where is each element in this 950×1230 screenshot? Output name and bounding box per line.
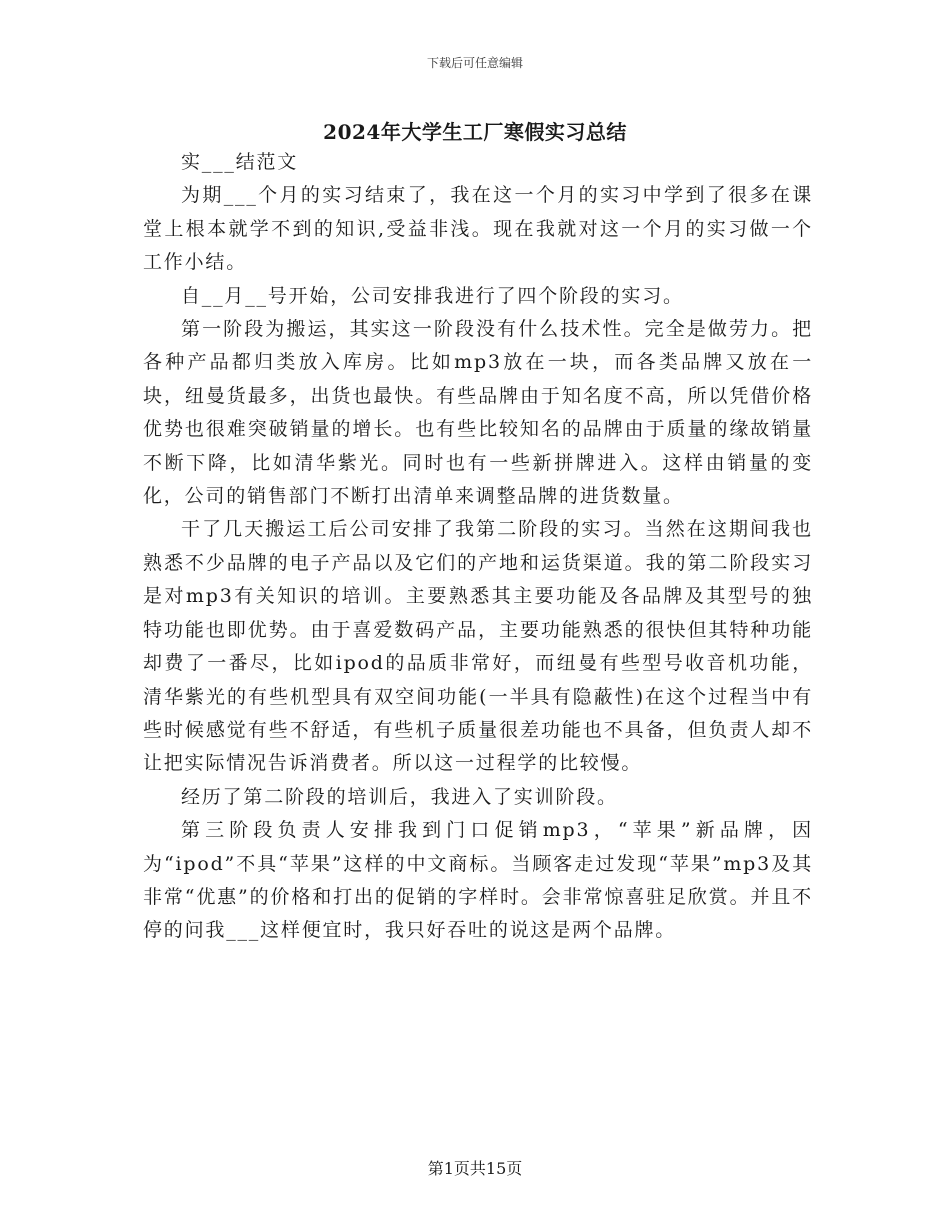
header-note: 下载后可任意编辑: [426, 56, 523, 70]
page-footer: 第1页共15页: [427, 1159, 523, 1178]
document-title: 2024年大学生工厂寒假实习总结: [323, 120, 627, 144]
paragraph: 为期___个月的实习结束了，我在这一个月的实习中学到了很多在课堂上根本就学不到的知识,受益非浅。现在我就对这一个月的实习做一个工作小结。: [143, 184, 813, 274]
paragraph: 第一阶段为搬运，其实这一阶段没有什么技术性。完全是做劳力。把各种产品都归类放入库房。比如mp3放在一块，而各类品牌又放在一块，纽曼货最多，出货也最快。有些品牌由于知名度不高，所以凭借价格优势也很难突破销量的增长。也有些比较知名的品牌由于质量的缘故销量不断下降，比如清华紫光。同时也有一些新拼牌进入。这样由销量的变化，公司的销售部门不断打出清单来调整品牌的进货数量。: [143, 318, 813, 508]
paragraph: 干了几天搬运工后公司安排了我第二阶段的实习。当然在这期间我也熟悉不少品牌的电子产品以及它们的产地和运货渠道。我的第二阶段实习是对mp3有关知识的培训。主要熟悉其主要功能及各品牌及其型号的独特功能也即优势。由于喜爱数码产品，主要功能熟悉的很快但其特种功能却费了一番尽，比如ipod的品质非常好，而纽曼有些型号收音机功能，清华紫光的有些机型具有双空间功能(一半具有隐蔽性)在这个过程当中有些时候感觉有些不舒适，有些机子质量很差功能也不具备，但负责人却不让把实际情况告诉消费者。所以这一过程学的比较慢。: [143, 518, 813, 775]
paragraph: 自__月__号开始，公司安排我进行了四个阶段的实习。: [181, 284, 684, 307]
document-body: [143, 146, 813, 948]
paragraph: 经历了第二阶段的培训后，我进入了实训阶段。: [181, 785, 618, 808]
paragraph: 实___结范文: [181, 151, 299, 173]
paragraph: 第三阶段负责人安排我到门口促销mp3，“苹果”新品牌，因为“ipod”不具“苹果”这样的中文商标。当顾客走过发现“苹果”mp3及其非常“优惠”的价格和打出的促销的字样时。会非常惊喜驻足欣赏。并且不停的问我___这样便宜时，我只好吞吐的说这是两个品牌。: [143, 819, 813, 942]
